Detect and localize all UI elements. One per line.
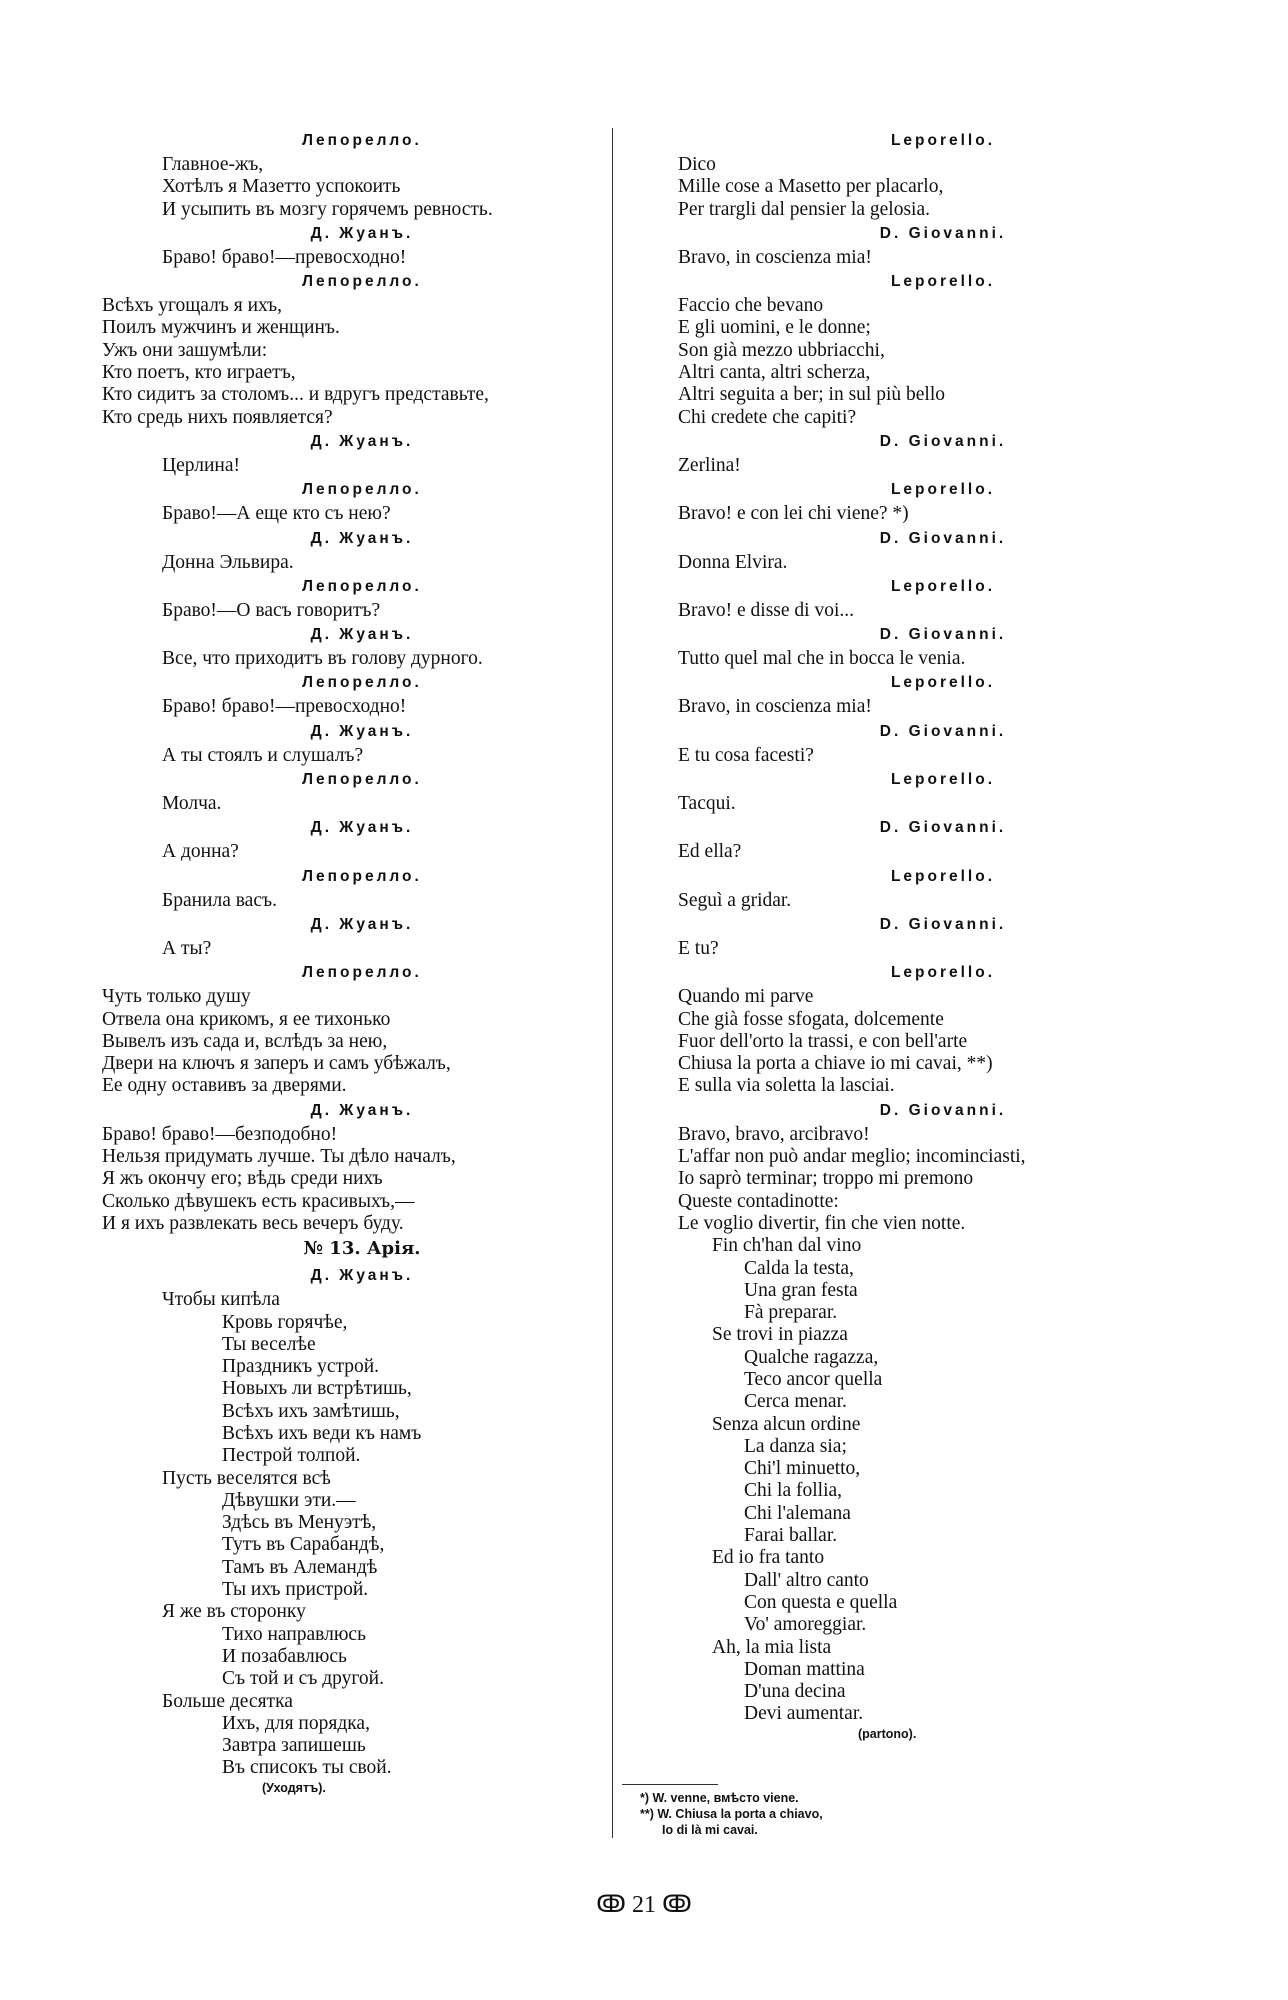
text-line: Чуть только душу — [102, 986, 251, 1008]
speaker-name: Д. Жуанъ. — [310, 1267, 414, 1285]
text-line: Отвела она крикомъ, я ее тихонько — [102, 1008, 391, 1030]
speaker-name: D. Giovanni. — [879, 915, 1007, 933]
text-line: E gli uomini, e le donne; — [678, 317, 871, 339]
speaker-name: D. Giovanni. — [879, 1101, 1007, 1119]
text-line: Поилъ мужчинъ и женщинъ. — [102, 317, 340, 339]
text-line: Con questa e quella — [744, 1591, 898, 1613]
text-line: Bravo! e con lei chi viene? *) — [678, 503, 909, 525]
speaker-name: Д. Жуанъ. — [310, 432, 414, 450]
text-line: La danza sia; — [744, 1435, 847, 1457]
text-line: Браво! браво!—превосходно! — [162, 246, 407, 268]
speaker-name: D. Giovanni. — [879, 819, 1007, 837]
speaker-name: Лепорелло. — [302, 273, 422, 291]
text-line: Бранила васъ. — [162, 889, 277, 911]
speaker-name: Д. Жуанъ. — [310, 224, 414, 242]
text-line: Vo' amoreggiar. — [744, 1614, 867, 1636]
speaker-name: Д. Жуанъ. — [310, 529, 414, 547]
text-line: И усыпить въ мозгу горячемъ ревность. — [162, 198, 493, 220]
text-line: Doman mattina — [744, 1658, 865, 1680]
text-line: Въ списокъ ты свой. — [222, 1757, 392, 1779]
text-line: Завтра запишешь — [222, 1735, 366, 1757]
text-line: Праздникъ устрой. — [222, 1356, 380, 1378]
text-line: Per trargli dal pensier la gelosia. — [678, 198, 930, 220]
text-line: А ты стоялъ и слушалъ? — [162, 744, 364, 766]
speaker-name: Лепорелло. — [302, 674, 422, 692]
text-line: Queste contadinotte: — [678, 1190, 839, 1212]
speaker-name: Leporello. — [890, 867, 996, 885]
text-line: Fin ch'han dal vino — [712, 1235, 862, 1257]
text-line: Церлина! — [162, 454, 240, 476]
text-line: Здѣсь въ Менуэтѣ, — [222, 1512, 377, 1534]
text-line: Кто поетъ, кто играетъ, — [102, 362, 296, 384]
text-line: Mille cose a Masetto per placarlo, — [678, 176, 944, 198]
text-line: Bravo, bravo, arcibravo! — [678, 1123, 870, 1145]
text-line: Кто сидитъ за столомъ... и вдругъ представьте, — [102, 384, 489, 406]
text-line: Fà preparar. — [744, 1302, 838, 1324]
text-line: Zerlina! — [678, 454, 741, 476]
speaker-name: Д. Жуанъ. — [310, 1101, 414, 1119]
section-heading: № 13. Арія. — [303, 1238, 421, 1260]
text-line: Ah, la mia lista — [712, 1636, 832, 1658]
text-line: И позабавлюсь — [222, 1645, 347, 1667]
text-line: E tu? — [678, 937, 719, 959]
text-line: L'affar non può andar meglio; incominciasti, — [678, 1146, 1026, 1168]
text-line: Calda la testa, — [744, 1257, 854, 1279]
speaker-name: Лепорелло. — [302, 867, 422, 885]
column-divider — [612, 128, 613, 1838]
text-line: Bravo, in coscienza mia! — [678, 246, 872, 268]
speaker-name: Leporello. — [890, 674, 996, 692]
text-line: Dall' altro canto — [744, 1569, 869, 1591]
text-line: Браво! браво!—превосходно! — [162, 696, 407, 718]
text-line: Новыхъ ли встрѣтишь, — [222, 1378, 412, 1400]
text-line: Нельзя придумать лучше. Ты дѣло началъ, — [102, 1146, 456, 1168]
text-line: Io saprò terminar; troppo mi premono — [678, 1168, 974, 1190]
text-line: Altri seguita a ber; in sul più bello — [678, 384, 945, 406]
text-line: Tacqui. — [678, 793, 736, 815]
text-line: Тутъ въ Сарабандѣ, — [222, 1534, 385, 1556]
text-line: Тамъ въ Алемандѣ — [222, 1556, 378, 1578]
text-line: Донна Эльвира. — [162, 551, 294, 573]
page-number — [0, 1890, 1288, 1919]
text-line: Chi l'alemana — [744, 1502, 851, 1524]
footnote: Io di là mi cavai. — [662, 1823, 758, 1837]
text-line: Тихо направлюсь — [222, 1623, 366, 1645]
speaker-name: Leporello. — [890, 273, 996, 291]
stage-direction: (partono). — [858, 1726, 917, 1741]
speaker-name: Д. Жуанъ. — [310, 626, 414, 644]
text-line: Chi la follia, — [744, 1480, 843, 1502]
text-line: Всѣхъ угощалъ я ихъ, — [102, 295, 283, 317]
text-line: Молча. — [162, 793, 222, 815]
text-line: Ихъ, для порядка, — [222, 1712, 370, 1734]
text-line: Вывелъ изъ сада и, вслѣдъ за нею, — [102, 1030, 388, 1052]
text-line: Чтобы кипѣла — [162, 1289, 280, 1311]
text-line: Chi'l minuetto, — [744, 1458, 861, 1480]
text-line: Главное-жъ, — [162, 154, 264, 175]
text-line: Son già mezzo ubbriacchi, — [678, 339, 885, 361]
footnote: **) W. Chiusa la porta a chiavo, — [640, 1807, 823, 1821]
text-line: Все, что приходитъ въ голову дурного. — [162, 648, 483, 670]
text-line: Кто средь нихъ появляется? — [102, 406, 333, 428]
stage-direction: (Уходятъ). — [262, 1780, 326, 1795]
text-line: Donna Elvira. — [678, 551, 788, 573]
text-line: Пестрой толпой. — [222, 1445, 361, 1467]
text-line: Fuor dell'orto la trassi, e con bell'arte — [678, 1030, 968, 1052]
speaker-name: Leporello. — [890, 577, 996, 595]
text-line: Ты ихъ пристрой. — [222, 1579, 369, 1601]
page-ornament-right: ↂ — [662, 1892, 692, 1918]
text-line: Браво!—О васъ говоритъ? — [162, 599, 381, 621]
text-line: Дѣвушки эти.— — [222, 1489, 356, 1511]
text-line: Больше десятка — [162, 1690, 293, 1712]
speaker-name: Leporello. — [890, 964, 996, 982]
speaker-name: Лепорелло. — [302, 132, 422, 149]
text-line: Faccio che bevano — [678, 295, 824, 317]
text-line: Всѣхъ ихъ замѣтишь, — [222, 1400, 400, 1422]
text-line: Altri canta, altri scherza, — [678, 362, 871, 384]
text-line: Я жъ окончу его; вѣдь среди нихъ — [102, 1168, 383, 1190]
russian-column — [102, 128, 602, 1797]
text-line: E sulla via soletta la lasciai. — [678, 1075, 895, 1097]
speaker-name: Лепорелло. — [302, 481, 422, 499]
text-line: Che già fosse sfogata, dolcemente — [678, 1008, 944, 1030]
text-line: Браво! браво!—безподобно! — [102, 1123, 338, 1145]
speaker-name: Лепорелло. — [302, 771, 422, 789]
text-line: Qualche ragazza, — [744, 1346, 879, 1368]
text-line: D'una decina — [744, 1681, 846, 1703]
speaker-name: Лепорелло. — [302, 964, 422, 982]
text-line: Bravo, in coscienza mia! — [678, 696, 872, 718]
text-line: Ed ella? — [678, 841, 742, 863]
text-line: Съ той и съ другой. — [222, 1668, 384, 1690]
text-line: Chiusa la porta a chiave io mi cavai, **) — [678, 1053, 993, 1075]
speaker-name: Leporello. — [890, 771, 996, 789]
page-number-value: 21 — [632, 1892, 656, 1918]
text-line: Двери на ключъ я заперъ и самъ убѣжалъ, — [102, 1053, 451, 1075]
text-line: И я ихъ развлекать весь вечеръ буду. — [102, 1212, 404, 1234]
text-line: Teco ancor quella — [744, 1368, 883, 1390]
text-line: Ужъ они зашумѣли: — [102, 339, 268, 361]
text-line: Я же въ сторонку — [162, 1601, 306, 1623]
text-line: А донна? — [162, 841, 239, 863]
italian-column — [678, 128, 1148, 1743]
footnote: *) W. venne, вмѣсто viene. — [640, 1791, 799, 1805]
text-line: Хотѣлъ я Мазетто успокоить — [162, 176, 401, 198]
speaker-name: D. Giovanni. — [879, 626, 1007, 644]
footnotes — [640, 1790, 823, 1838]
text-line: Devi aumentar. — [744, 1703, 864, 1725]
speaker-name: D. Giovanni. — [879, 432, 1007, 450]
text-line: Senza alcun ordine — [712, 1413, 861, 1435]
speaker-name: D. Giovanni. — [879, 224, 1007, 242]
speaker-name: Leporello. — [890, 132, 996, 149]
text-line: Пусть веселятся всѣ — [162, 1467, 331, 1489]
speaker-name: Д. Жуанъ. — [310, 915, 414, 933]
text-line: Ты веселѣе — [222, 1333, 316, 1355]
page-ornament-left: ↂ — [596, 1892, 626, 1918]
text-line: Cerca menar. — [744, 1391, 847, 1413]
text-line: Farai ballar. — [744, 1525, 838, 1547]
speaker-name: Leporello. — [890, 481, 996, 499]
speaker-name: D. Giovanni. — [879, 722, 1007, 740]
text-line: А ты? — [162, 937, 212, 959]
speaker-name: D. Giovanni. — [879, 529, 1007, 547]
text-line: Le voglio divertir, fin che vien notte. — [678, 1212, 966, 1234]
text-line: Сколько дѣвушекъ есть красивыхъ,— — [102, 1190, 415, 1212]
text-line: Chi credete che capiti? — [678, 406, 857, 428]
text-line: Seguì a gridar. — [678, 889, 792, 911]
footnote-rule — [622, 1784, 718, 1785]
speaker-name: Д. Жуанъ. — [310, 819, 414, 837]
speaker-name: Д. Жуанъ. — [310, 722, 414, 740]
text-line: Dico — [678, 154, 716, 175]
text-line: Tutto quel mal che in bocca le venia. — [678, 648, 966, 670]
text-line: Quando mi parve — [678, 986, 814, 1008]
text-line: E tu cosa facesti? — [678, 744, 814, 766]
text-line: Ed io fra tanto — [712, 1547, 825, 1569]
text-line: Bravo! e disse di voi... — [678, 599, 855, 621]
text-line: Браво!—А еще кто съ нею? — [162, 503, 391, 525]
text-line: Una gran festa — [744, 1279, 858, 1301]
text-line: Всѣхъ ихъ веди къ намъ — [222, 1422, 422, 1444]
text-line: Кровь горячѣе, — [222, 1311, 348, 1333]
text-line: Ее одну оставивъ за дверями. — [102, 1075, 347, 1097]
speaker-name: Лепорелло. — [302, 577, 422, 595]
text-line: Se trovi in piazza — [712, 1324, 848, 1346]
